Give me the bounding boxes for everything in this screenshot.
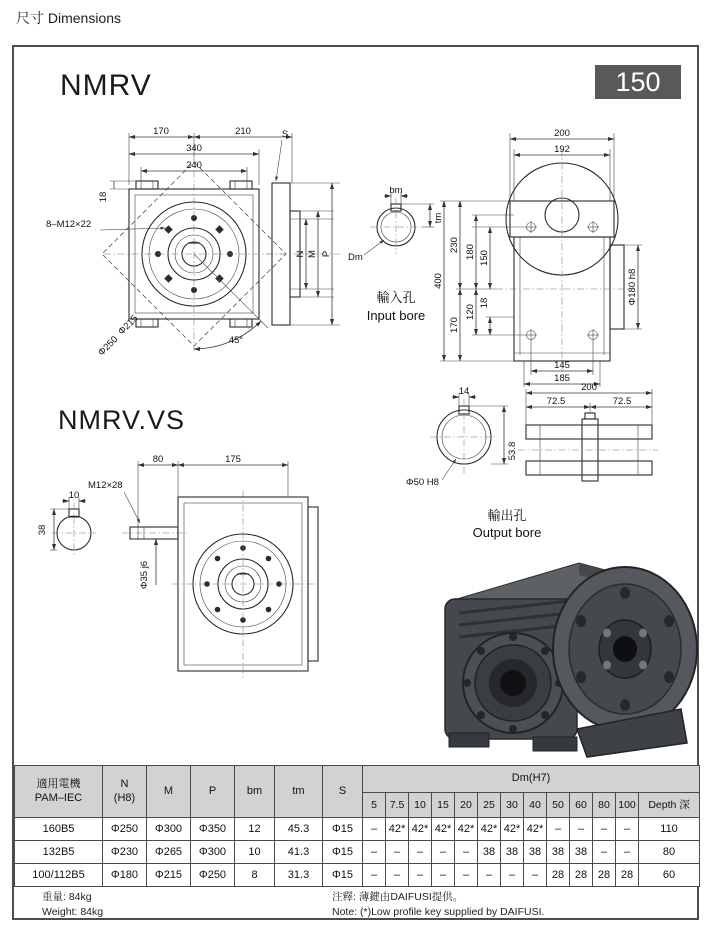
dim-18: 18 — [98, 191, 109, 203]
col-header-n — [103, 766, 147, 818]
vs-body-outline — [172, 491, 318, 679]
col-header-n-line1: N — [120, 778, 129, 791]
dim-18b: 18 — [479, 297, 490, 309]
dim-m: M — [307, 250, 318, 258]
table-cell: – — [524, 864, 547, 887]
product-photo — [429, 537, 701, 759]
dimensions-table — [14, 765, 700, 887]
table-cell: Φ250 — [191, 864, 235, 887]
side-body-outline — [496, 149, 634, 375]
table-cell: 38 — [478, 841, 501, 864]
col-header-dm-6: 30 — [501, 793, 524, 818]
table-row — [15, 841, 700, 864]
table-cell: – — [409, 864, 432, 887]
col-header-dm-4: 20 — [455, 793, 478, 818]
vs-bolt-spec-label: M12×28 — [88, 480, 123, 491]
table-cell: – — [593, 818, 616, 841]
page-title: 尺寸 Dimensions — [16, 10, 122, 26]
table-cell: Φ15 — [323, 864, 363, 887]
col-header-pam-en: PAM–IEC — [34, 791, 83, 804]
col-header-bm: bm — [235, 766, 275, 818]
output-bore-section — [430, 399, 498, 475]
table-cell: – — [363, 841, 386, 864]
vs-model-title: NMRV.VS — [58, 405, 186, 435]
dim-tm: tm — [433, 212, 444, 224]
table-cell: 38 — [547, 841, 570, 864]
dim-72-5-right: 72.5 — [612, 396, 632, 407]
col-header-dm-12: Depth 深 — [639, 793, 700, 818]
col-header-pam-zh: 適用電機 — [36, 778, 81, 791]
col-header-s: S — [323, 766, 363, 818]
table-cell: – — [455, 864, 478, 887]
table-cell: 132B5 — [15, 841, 103, 864]
dim-p: P — [321, 250, 332, 258]
table-cell: Φ230 — [103, 841, 147, 864]
col-header-dm-5: 25 — [478, 793, 501, 818]
size-badge: 150 — [595, 65, 681, 99]
dim-80: 80 — [152, 454, 164, 465]
col-header-dm-1: 7.5 — [386, 793, 409, 818]
table-cell: 38 — [501, 841, 524, 864]
dim-185: 185 — [554, 373, 570, 384]
table-cell: Φ180 — [103, 864, 147, 887]
table-cell: 28 — [593, 864, 616, 887]
table-cell: 28 — [616, 864, 639, 887]
dim-phi215: Φ215 — [116, 313, 141, 338]
dim-170: 170 — [153, 126, 169, 137]
col-header-dm-0: 5 — [363, 793, 386, 818]
table-cell: 28 — [570, 864, 593, 887]
col-header-dm-10: 80 — [593, 793, 616, 818]
bolt-spec-label: 8–M12×22 — [46, 219, 92, 230]
weight-note — [42, 890, 103, 919]
table-cell: 31.3 — [275, 864, 323, 887]
col-header-dm-2: 10 — [409, 793, 432, 818]
output-shaft-section — [518, 413, 658, 481]
dim-170b: 170 — [449, 317, 460, 333]
table-row — [15, 864, 700, 887]
side-view-drawing — [434, 127, 701, 389]
key-note-en: Note: (*)Low profile key supplied by DAIFUSI. — [332, 905, 545, 918]
table-cell: – — [501, 864, 524, 887]
dim-192: 192 — [554, 144, 570, 155]
weight-en: Weight: 84kg — [42, 905, 104, 918]
catalog-sheet — [12, 45, 699, 920]
dim-10: 10 — [68, 490, 80, 501]
table-notes — [14, 888, 697, 920]
table-cell: Φ250 — [103, 818, 147, 841]
dim-340: 340 — [186, 143, 202, 154]
table-cell: – — [593, 841, 616, 864]
model-title: NMRV — [60, 69, 152, 102]
dim-210: 210 — [235, 126, 251, 137]
dim-150: 150 — [479, 250, 490, 266]
table-cell: – — [386, 841, 409, 864]
dim-200b: 200 — [581, 382, 597, 393]
side-dimensions — [433, 128, 642, 387]
col-header-dm-group: Dm(H7) — [363, 766, 700, 793]
dim-230: 230 — [449, 237, 460, 253]
table-cell: – — [432, 841, 455, 864]
vs-view-drawing — [26, 445, 331, 695]
table-cell: – — [616, 841, 639, 864]
gearbox-photo-illustration — [445, 563, 697, 757]
dim-240: 240 — [186, 160, 202, 171]
table-cell: Φ215 — [147, 864, 191, 887]
table-cell: Φ15 — [323, 818, 363, 841]
input-bore-caption-zh: 輸入孔 — [376, 290, 416, 305]
table-cell: 42* — [524, 818, 547, 841]
dim-14: 14 — [458, 386, 470, 397]
dim-120: 120 — [465, 304, 476, 320]
table-cell: 12 — [235, 818, 275, 841]
dim-phi180h8: Φ180 h8 — [627, 268, 638, 306]
table-cell: 110 — [639, 818, 700, 841]
table-cell: 100/112B5 — [15, 864, 103, 887]
dim-dm-label: Dm — [348, 252, 363, 263]
dim-72-5-left: 72.5 — [546, 396, 566, 407]
col-header-dm-8: 50 — [547, 793, 570, 818]
col-header-dm-9: 60 — [570, 793, 593, 818]
table-cell: 80 — [639, 841, 700, 864]
weight-zh: 重量: 84kg — [42, 891, 92, 903]
key-note — [332, 890, 544, 919]
table-cell: 28 — [547, 864, 570, 887]
dim-45deg: 45° — [228, 335, 244, 346]
table-cell: 38 — [570, 841, 593, 864]
dim-400: 400 — [433, 273, 444, 289]
dim-s: S — [281, 129, 289, 140]
dim-200: 200 — [554, 128, 570, 139]
table-cell: 42* — [432, 818, 455, 841]
col-header-p: P — [191, 766, 235, 818]
table-cell: 41.3 — [275, 841, 323, 864]
table-cell: Φ350 — [191, 818, 235, 841]
output-bore-caption-zh: 輸出孔 — [487, 508, 527, 523]
table-cell: – — [547, 818, 570, 841]
dim-phi35j6: Φ35 j6 — [139, 560, 150, 590]
table-cell: – — [409, 841, 432, 864]
table-cell: Φ265 — [147, 841, 191, 864]
dim-phi250: Φ250 — [96, 334, 121, 359]
col-header-dm-3: 15 — [432, 793, 455, 818]
dim-38: 38 — [37, 524, 48, 536]
dim-bm: bm — [389, 185, 403, 196]
output-bore-drawing — [404, 382, 659, 550]
table-cell: – — [455, 841, 478, 864]
col-header-dm-11: 100 — [616, 793, 639, 818]
table-cell: 60 — [639, 864, 700, 887]
table-cell: 42* — [409, 818, 432, 841]
table-header-row — [15, 766, 700, 793]
table-cell: – — [363, 818, 386, 841]
vs-dimensions — [130, 454, 288, 589]
col-header-m: M — [147, 766, 191, 818]
table-cell: Φ300 — [191, 841, 235, 864]
table-cell: Φ300 — [147, 818, 191, 841]
table-cell: 42* — [455, 818, 478, 841]
table-cell: – — [616, 818, 639, 841]
table-row — [15, 818, 700, 841]
table-cell: – — [432, 864, 455, 887]
dim-53-8: 53.8 — [507, 441, 518, 461]
table-cell: 160B5 — [15, 818, 103, 841]
col-header-n-line2: (H8) — [113, 791, 136, 804]
dim-145: 145 — [554, 360, 570, 371]
table-cell: Φ15 — [323, 841, 363, 864]
front-view-drawing — [44, 127, 349, 387]
table-cell: 10 — [235, 841, 275, 864]
input-bore-section — [370, 198, 422, 254]
table-cell: – — [570, 818, 593, 841]
table-cell: 42* — [478, 818, 501, 841]
dim-phi50h8: Φ50 H8 — [406, 477, 439, 488]
input-bore-caption-en: Input bore — [366, 308, 426, 323]
table-cell: 42* — [501, 818, 524, 841]
table-cell: – — [363, 864, 386, 887]
col-header-tm: tm — [275, 766, 323, 818]
col-header-pam — [15, 766, 103, 818]
table-cell: – — [386, 864, 409, 887]
dim-n: N — [295, 250, 306, 258]
table-cell: 42* — [386, 818, 409, 841]
table-cell: 38 — [524, 841, 547, 864]
col-header-dm-7: 40 — [524, 793, 547, 818]
output-bore-caption-en: Output bore — [472, 525, 542, 540]
table-cell: 45.3 — [275, 818, 323, 841]
table-body — [15, 818, 700, 887]
dim-175: 175 — [225, 454, 241, 465]
table-cell: – — [478, 864, 501, 887]
table-cell: 8 — [235, 864, 275, 887]
key-note-zh: 注釋: 薄鍵由DAIFUSI提供。 — [332, 891, 464, 903]
input-shaft-section — [37, 490, 96, 557]
dim-180: 180 — [465, 244, 476, 260]
